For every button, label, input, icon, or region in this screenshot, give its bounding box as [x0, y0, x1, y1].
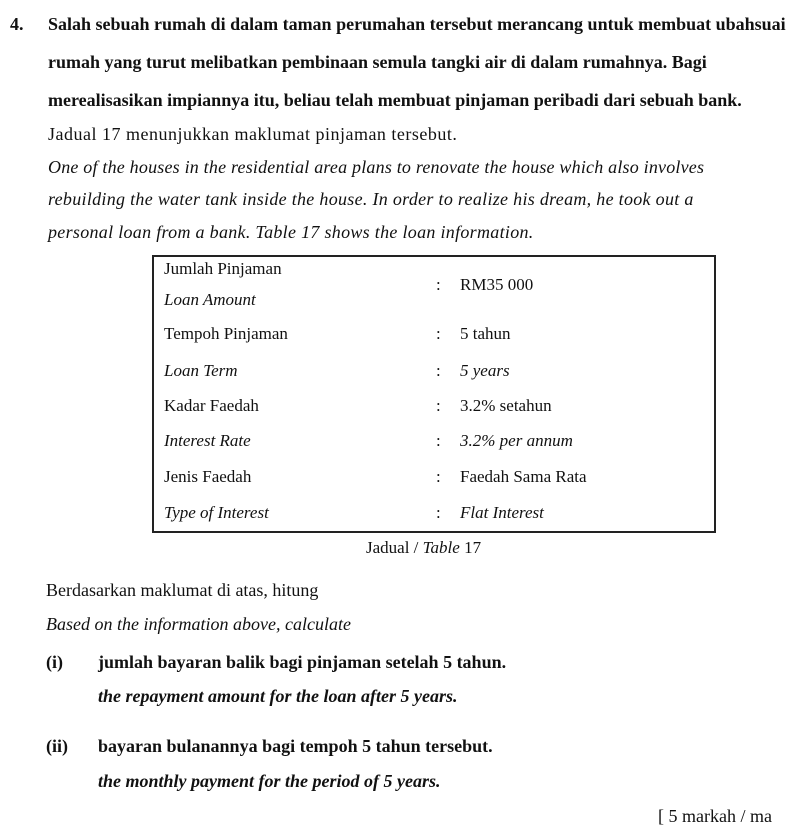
malay-intro-line-2: rumah yang turut melibatkan pembinaan semula tangki air di dalam rumahnya. Bagi: [48, 52, 707, 72]
interest-type-label-en: Type of Interest: [164, 503, 269, 522]
interest-type-label-ms: Jenis Faedah: [164, 467, 252, 486]
table-caption: [366, 538, 481, 558]
malay-intro-line-1: Salah sebuah rumah di dalam taman perumahan tersebut merancang untuk membuat ubahsuai: [48, 14, 786, 34]
table-caption-ms: Jadual /: [366, 538, 423, 557]
loan-term-label-en: Loan Term: [164, 361, 238, 380]
part-i-ms: jumlah bayaran balik bagi pinjaman setelah 5 tahun.: [98, 652, 507, 672]
instruction-ms: Berdasarkan maklumat di atas, hitung: [46, 580, 319, 600]
interest-rate-label-en: Interest Rate: [164, 431, 251, 450]
english-intro-line-1: One of the houses in the residential area plans to renovate the house which also involves: [48, 157, 705, 177]
interest-rate-colon-en: :: [436, 431, 441, 450]
malay-intro-line-3: merealisasikan impiannya itu, beliau telah membuat pinjaman peribadi dari sebuah bank.: [48, 90, 742, 110]
interest-rate-value-en: 3.2% per annum: [460, 431, 573, 450]
english-intro-line-3: personal loan from a bank. Table 17 shows the loan information.: [48, 222, 534, 242]
part-ii-en: the monthly payment for the period of 5 years.: [98, 771, 441, 791]
loan-term-colon-en: :: [436, 361, 441, 380]
loan-term-value-en: 5 years: [460, 361, 510, 380]
malay-intro-line-4: Jadual 17 menunjukkan maklumat pinjaman tersebut.: [48, 124, 458, 144]
instruction-en: Based on the information above, calculate: [46, 614, 351, 634]
loan-amount-value: RM35 000: [460, 275, 534, 294]
part-ii-ms: bayaran bulanannya bagi tempoh 5 tahun tersebut.: [98, 736, 493, 756]
loan-term-value-ms: 5 tahun: [460, 324, 511, 343]
interest-type-colon-ms: :: [436, 467, 441, 486]
loan-term-colon-ms: :: [436, 324, 441, 343]
part-ii-number: (ii): [46, 736, 68, 756]
table-caption-en: Table: [422, 538, 460, 557]
interest-type-value-ms: Faedah Sama Rata: [460, 467, 587, 486]
marks-label: [ 5 markah / ma: [658, 806, 772, 826]
part-i-en: the repayment amount for the loan after 5 years.: [98, 686, 458, 706]
loan-term-label-ms: Tempoh Pinjaman: [164, 324, 288, 343]
interest-type-value-en: Flat Interest: [460, 503, 544, 522]
interest-rate-colon-ms: :: [436, 396, 441, 415]
loan-amount-label-ms: Jumlah Pinjaman: [164, 259, 282, 278]
table-caption-number: 17: [459, 538, 482, 557]
loan-amount-label-en: Loan Amount: [164, 290, 256, 309]
english-intro-line-2: rebuilding the water tank inside the house. In order to realize his dream, he took out a: [48, 189, 694, 209]
interest-rate-value-ms: 3.2% setahun: [460, 396, 552, 415]
question-number: 4.: [10, 14, 24, 34]
interest-type-colon-en: :: [436, 503, 441, 522]
part-i-number: (i): [46, 652, 63, 672]
loan-amount-colon: :: [436, 275, 441, 294]
interest-rate-label-ms: Kadar Faedah: [164, 396, 259, 415]
